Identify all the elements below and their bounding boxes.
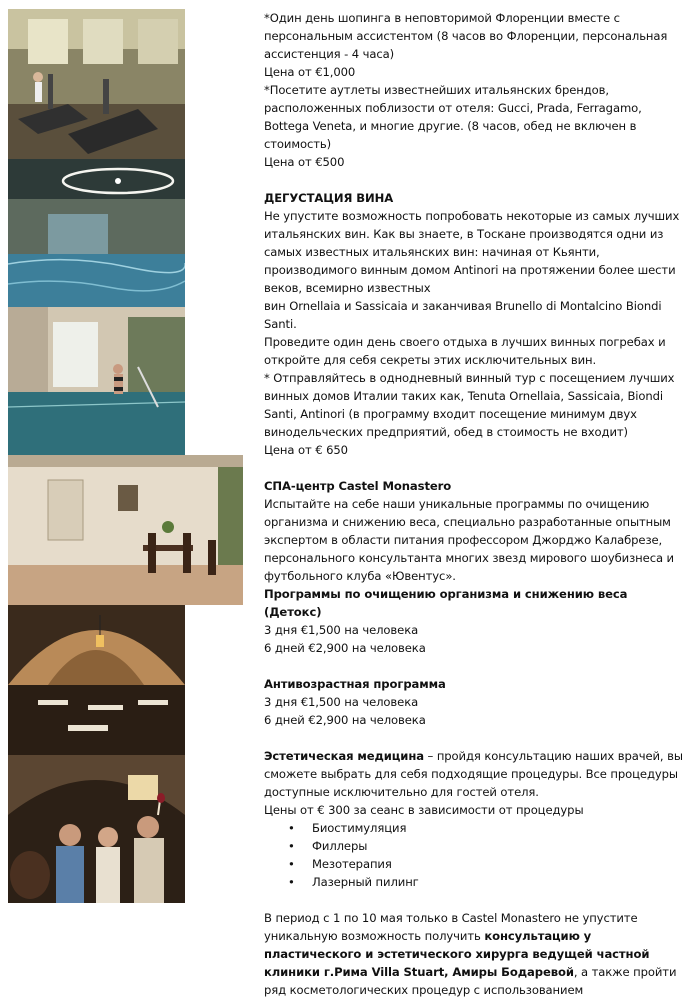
vaulted-restaurant-photo (8, 605, 185, 755)
wine-day-text: Проведите один день своего отдыха в лучших винных погребах и откройте для себя секреты этих исключительных вин. (264, 335, 666, 367)
aesthetic-text: – пройдя консультацию наших врачей, вы сможете выбрать для себя подходящие процедуры. Все процедуры доступные исключительно для гостей отеля. (264, 749, 683, 799)
spacer (264, 459, 684, 477)
spacer (264, 729, 684, 747)
aesthetic-paragraph (264, 747, 684, 801)
procedures-list (264, 819, 684, 891)
dining-room-photo-icon (8, 455, 243, 605)
aesthetic-price: Цены от € 300 за сеанс в зависимости от процедуры (264, 803, 584, 817)
pool-woman-photo-icon (8, 307, 185, 455)
aesthetic-title: Эстетическая медицина (264, 749, 424, 763)
may-offer-text: В период с 1 по 10 мая только в Castel Monastero не упустите уникальную возможность получить (264, 911, 638, 943)
vaulted-restaurant-photo-icon (8, 605, 185, 755)
pool-woman-photo (8, 307, 185, 455)
list-item: • Мезотерапия (264, 855, 684, 873)
list-item: • Филлеры (264, 837, 684, 855)
wine-price: Цена от € 650 (264, 443, 348, 457)
antiage-6-days: 6 дней €2,900 на человека (264, 713, 426, 727)
shopping-florence-text: *Один день шопинга в неповторимой Флоренции вместе с персональным ассистентом (8 часов во Флоренции, персональная ассистенция - 4 часа) (264, 11, 668, 61)
spacer (264, 657, 684, 675)
indoor-pool-photo (8, 159, 185, 307)
wine-section-title: ДЕГУСТАЦИЯ ВИНА (264, 191, 394, 205)
outlets-price: Цена от €500 (264, 155, 345, 169)
wine-tasting-photo (8, 755, 185, 903)
detox-title: Программы по очищению организма и снижению веса (Детокс) (264, 587, 628, 619)
list-item: • Биостимуляция (264, 819, 684, 837)
spacer (264, 891, 684, 909)
spa-section-title: СПА-центр Castel Monastero (264, 479, 452, 493)
wine-tour-text: * Отправляйтесь в однодневный винный тур с посещением лучших винных домов Италии таких как, Tenuta Ornellaia, Sassicaia, Biondi Santi, Antinori (в программу входит посещение минимум двух винодельческих предприятий, обед в стоимость не входит) (264, 371, 675, 439)
outlets-text: *Посетите аутлеты известнейших итальянских брендов, расположенных поблизости от отеля: Gucci, Prada, Ferragamo, Bottega Veneta, и многие другие. (8 часов, обед не включен в стоимость) (264, 83, 642, 151)
may-offer-consult: консультацию у пластического и эстетического хирурга ведущей частной клиники г.Рима Villa Stuart, Амиры Бодаревой (264, 929, 650, 979)
detox-6-days: 6 дней €2,900 на человека (264, 641, 426, 655)
dining-room-photo (8, 455, 243, 605)
content-column (264, 9, 684, 999)
may-offer-paragraph (264, 909, 684, 999)
list-item: • Лазерный пилинг (264, 873, 684, 891)
shopping-florence-price: Цена от €1,000 (264, 65, 356, 79)
antiage-3-days: 3 дня €1,500 на человека (264, 695, 419, 709)
detox-3-days: 3 дня €1,500 на человека (264, 623, 419, 637)
indoor-pool-photo-icon (8, 159, 185, 307)
wine-intro: Не упустите возможность попробовать некоторые из самых лучших итальянских вин. Как вы знаете, в Тоскане производятся одни из самых известных итальянских вин: начиная от Кьянти, производимого винным домом Antinori на протяжении более шести веков, всемирно известных (264, 209, 680, 295)
may-offer-tail: , а также пройти ряд косметологических процедур с использованием (264, 965, 677, 997)
spacer (264, 171, 684, 189)
gym-photo-icon (8, 9, 185, 159)
spa-intro: Испытайте на себе наши уникальные программы по очищению организма и снижению веса, специально разработанные опытным экспертом в области питания профессором Джорджо Калабрезе, персонального консультанта многих звезд мирового шоубизнеса и футбольного клуба «Ювентус». (264, 497, 674, 583)
gym-photo (8, 9, 185, 159)
antiage-title: Антивозрастная программа (264, 677, 446, 691)
wine-tasting-photo-icon (8, 755, 185, 903)
wine-brands: вин Ornellaia и Sassicaia и заканчивая Brunello di Montalcino Biondi Santi. (264, 299, 662, 331)
